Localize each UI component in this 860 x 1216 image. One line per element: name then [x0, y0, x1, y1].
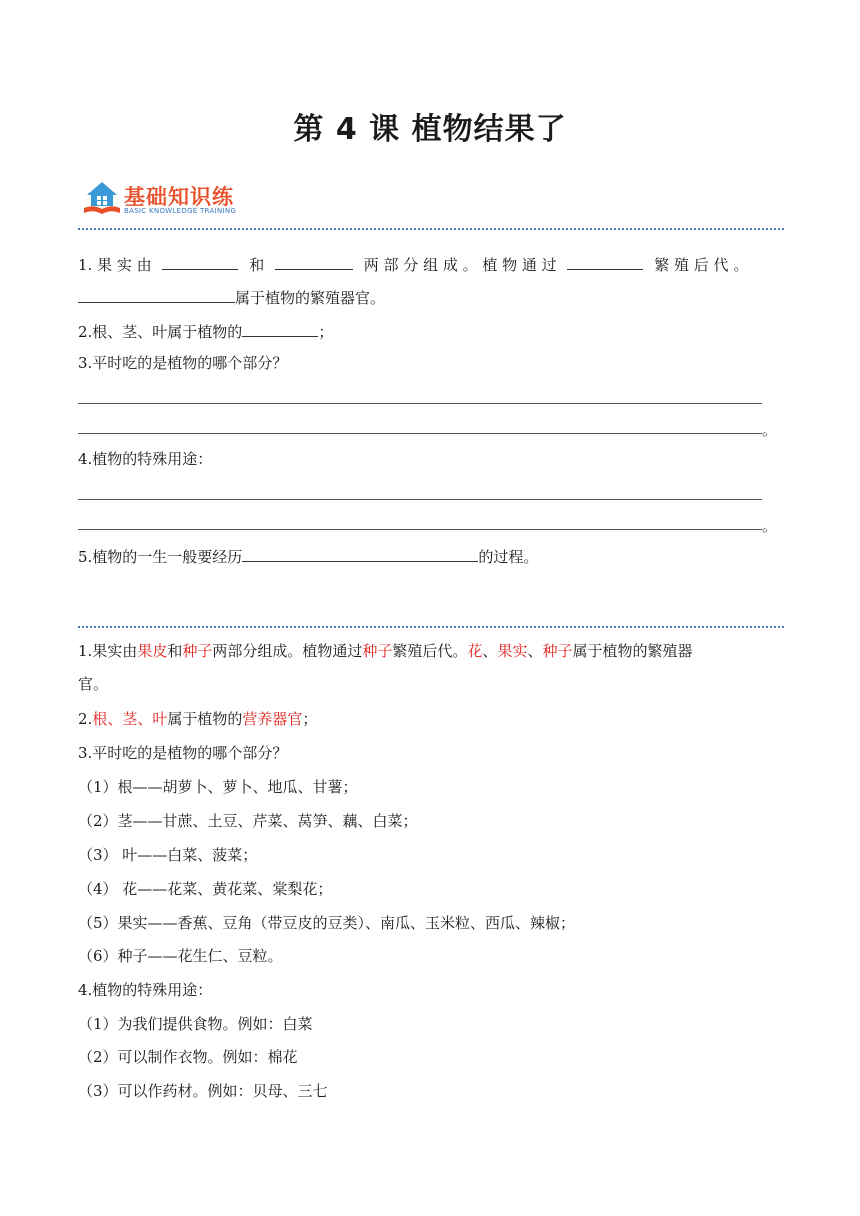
answer-3-item: （1）根——胡萝卜、萝卜、地瓜、甘薯； [78, 778, 358, 796]
banner-subtitle: BASIC KNOWLEDGE TRAINING [124, 207, 237, 215]
q1-text-a: 1. 果 实 由 [78, 256, 152, 274]
page-title: 第 4 课 植物结果了 [293, 112, 567, 147]
answer-divider [78, 626, 784, 628]
answer-3-item: （4） 花——花菜、黄花菜、棠梨花； [78, 880, 333, 898]
question-1 [78, 253, 784, 275]
a1-t5: 、 [482, 642, 498, 660]
question-5 [78, 545, 538, 567]
house-book-icon [82, 180, 122, 216]
a1-r3: 种子 [362, 642, 393, 660]
q1-blank-3[interactable] [567, 253, 643, 270]
a1-t1: 1.果实由 [78, 642, 138, 660]
q4-answer-line-1[interactable] [78, 499, 762, 500]
question-4: 4.植物的特殊用途： [78, 450, 213, 468]
a1-r2: 种子 [182, 642, 213, 660]
a2-r2: 营养器官 [242, 710, 303, 728]
a1-t4: 繁殖后代。 [392, 642, 468, 660]
answer-2 [78, 709, 317, 729]
q5-blank[interactable] [242, 545, 478, 562]
question-1-line-2 [78, 286, 385, 308]
q1-blank-2[interactable] [275, 253, 353, 270]
q2-text-b: ； [318, 323, 334, 341]
answer-4-item: （2）可以制作衣物。例如：棉花 [78, 1048, 298, 1066]
top-divider [78, 228, 784, 230]
q4-period: 。 [762, 517, 778, 535]
answer-4-item: （3）可以作药材。例如：贝母、三七 [78, 1082, 328, 1100]
banner-title: 基础知识练 [124, 185, 234, 209]
q3-answer-line-2[interactable] [78, 433, 762, 434]
answer-3-item: （2）茎——甘蔗、土豆、芹菜、莴笋、藕、白菜； [78, 812, 418, 830]
answer-1-line-1 [78, 641, 788, 661]
q1-text-d: 属于植物的繁殖器官。 [235, 289, 386, 307]
q2-text-a: 2.根、茎、叶属于植物的 [78, 323, 243, 341]
question-3: 3.平时吃的是植物的哪个部分？ [78, 354, 288, 372]
a1-r1: 果皮 [137, 642, 168, 660]
a1-t3: 两部分组成。植物通过 [212, 642, 363, 660]
q1-blank-4[interactable] [78, 286, 235, 303]
answer-4-item: （1）为我们提供食物。例如：白菜 [78, 1015, 313, 1033]
q3-period: 。 [762, 421, 778, 439]
a1-r5: 果实 [497, 642, 528, 660]
answer-1-line-2: 官。 [78, 675, 109, 693]
q5-text-b: 的过程。 [478, 548, 539, 566]
a2-t2: 属于植物的 [167, 710, 243, 728]
q3-answer-line-1[interactable] [78, 403, 762, 404]
answer-3-item: （3） 叶——白菜、菠菜； [78, 846, 258, 864]
answer-3-item: （6）种子——花生仁、豆粒。 [78, 947, 283, 965]
a1-t6: 、 [527, 642, 543, 660]
a1-r4: 花 [467, 642, 483, 660]
q4-answer-line-2[interactable] [78, 529, 762, 530]
q5-text-a: 5.植物的一生一般要经历 [78, 548, 243, 566]
answer-3-title: 3.平时吃的是植物的哪个部分？ [78, 744, 288, 762]
q2-blank[interactable] [242, 320, 318, 337]
a1-r6: 种子 [542, 642, 573, 660]
q1-text-b: 两 部 分 组 成 。 植 物 通 过 [363, 256, 557, 274]
answer-4-title: 4.植物的特殊用途： [78, 981, 213, 999]
question-2 [78, 320, 333, 342]
a2-r1: 根、茎、叶 [92, 710, 168, 728]
q1-blank-1[interactable] [162, 253, 238, 270]
q1-text-and: 和 [249, 256, 265, 274]
section-banner [82, 180, 262, 220]
a2-t1: 2. [78, 710, 93, 728]
answer-1 [78, 641, 788, 694]
a1-t7: 属于植物的繁殖器 [572, 642, 693, 660]
answer-3-item: （5）果实——香蕉、豆角（带豆皮的豆类）、南瓜、玉米粒、西瓜、辣椒； [78, 914, 576, 932]
a1-t2: 和 [167, 642, 183, 660]
q1-text-c: 繁 殖 后 代 。 [654, 256, 749, 274]
a2-t3: ； [302, 710, 318, 728]
